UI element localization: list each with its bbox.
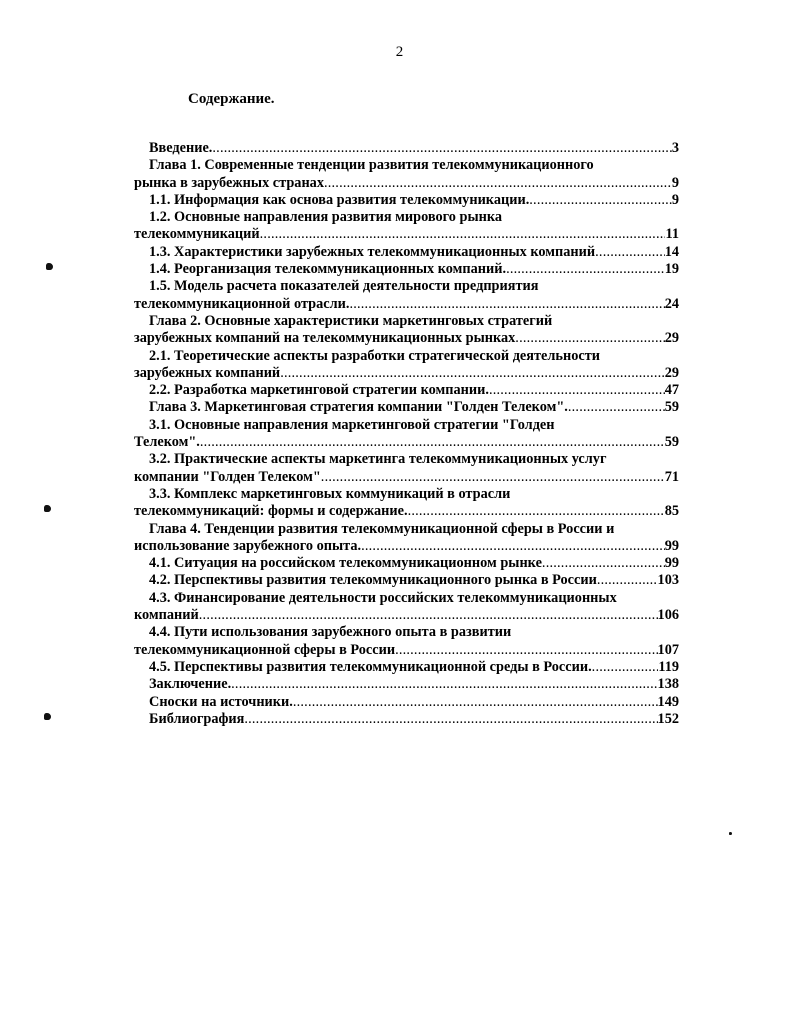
toc-page-number: 99 (664, 537, 679, 554)
dot-leader (324, 175, 672, 192)
toc-entry-title-line: телекоммуникационной отрасли. (134, 295, 350, 312)
toc-entry (134, 244, 679, 261)
toc-entry (134, 417, 679, 452)
toc-page-number: 47 (664, 382, 679, 399)
toc-entry-title-line: 1.2. Основные направления развития мирового рынка (149, 209, 503, 226)
dot-leader (280, 365, 665, 382)
toc-page-number: 103 (657, 572, 679, 589)
toc-entry (134, 140, 679, 157)
toc-entry-title-line: зарубежных компаний (134, 364, 281, 381)
table-of-contents (134, 140, 679, 728)
toc-entry-title-line: рынка в зарубежных странах (134, 174, 324, 191)
dot-leader (244, 711, 657, 728)
toc-entry-title-line: компаний (134, 607, 199, 624)
toc-entry-title-line: 4.2. Перспективы развития телекоммуникационного рынка в России (149, 572, 597, 589)
dot-leader (592, 659, 659, 676)
toc-heading: Содержание. (188, 91, 275, 107)
toc-entry-title-line: 3.3. Комплекс маркетинговых коммуникаций в отрасли (149, 485, 511, 502)
toc-entry-title-line: Глава 3. Маркетинговая стратегия компании "Голден Телеком". (149, 399, 568, 416)
toc-entry (134, 486, 679, 521)
toc-entry-title-line: телекоммуникационной сферы в России (134, 641, 396, 658)
toc-entry-title-line: Библиография (149, 710, 245, 727)
toc-page-number: 119 (658, 658, 679, 675)
dot-leader (321, 469, 665, 486)
scan-speck (44, 713, 51, 720)
toc-entry-title-line: Заключение. (149, 676, 232, 693)
toc-entry (134, 624, 679, 659)
toc-entry-title-line: 4.3. Финансирование деятельности российских телекоммуникационных (149, 589, 617, 606)
dot-leader (361, 538, 665, 555)
dot-leader (349, 296, 664, 313)
toc-entry-title-line: 4.4. Пути использования зарубежного опыта в развитии (149, 624, 512, 641)
toc-entry (134, 382, 679, 399)
dot-leader (199, 607, 658, 624)
dot-leader (231, 676, 657, 693)
toc-entry-title-line: Телеком". (134, 434, 200, 451)
toc-entry-title-line: 3.1. Основные направления маркетинговой стратегии "Голден (149, 416, 555, 433)
dot-leader (529, 192, 672, 209)
toc-page-number: 9 (671, 191, 679, 208)
toc-entry-title-line: использование зарубежного опыта. (134, 537, 362, 554)
toc-entry-title-line: 1.3. Характеристики зарубежных телекоммуникационных компаний (149, 243, 596, 260)
toc-entry-title-line: 1.4. Реорганизация телекоммуникационных компаний. (149, 261, 507, 278)
toc-entry (134, 348, 679, 383)
toc-entry (134, 261, 679, 278)
toc-entry (134, 192, 679, 209)
toc-entry (134, 694, 679, 711)
toc-page-number: 149 (657, 693, 679, 710)
toc-entry-title-line: Глава 2. Основные характеристики маркетинговых стратегий (149, 312, 553, 329)
toc-entry-title-line: телекоммуникаций (134, 226, 260, 243)
toc-page-number: 99 (664, 555, 679, 572)
toc-entry (134, 521, 679, 556)
dot-leader (506, 261, 665, 278)
toc-page-number: 11 (665, 226, 679, 243)
toc-page-number: 152 (657, 710, 679, 727)
dot-leader (212, 140, 671, 157)
toc-entry (134, 278, 679, 313)
toc-page-number: 24 (664, 295, 679, 312)
toc-page-number: 71 (664, 468, 679, 485)
toc-page-number: 59 (664, 399, 679, 416)
toc-entry-title-line: телекоммуникаций: формы и содержание. (134, 503, 408, 520)
toc-page-number: 59 (664, 434, 679, 451)
dot-leader (200, 434, 665, 451)
toc-entry (134, 659, 679, 676)
toc-entry-title-line: 4.5. Перспективы развития телекоммуникационной среды в России. (149, 658, 592, 675)
dot-leader (568, 399, 665, 416)
toc-entry-title-line: зарубежных компаний на телекоммуникационных рынках (134, 330, 516, 347)
dot-leader (260, 226, 666, 243)
toc-page-number: 3 (671, 140, 679, 156)
toc-entry-title-line: 2.2. Разработка маркетинговой стратегии компании. (149, 382, 489, 399)
toc-entry-title-line: 1.1. Информация как основа развития телекоммуникации. (149, 191, 530, 208)
toc-page-number: 29 (664, 330, 679, 347)
toc-entry (134, 313, 679, 348)
toc-entry-title-line: 4.1. Ситуация на российском телекоммуникационном рынке (149, 555, 542, 572)
toc-page-number: 138 (657, 676, 679, 693)
toc-entry (134, 555, 679, 572)
dot-leader (293, 694, 658, 711)
toc-entry (134, 399, 679, 416)
toc-page-number: 85 (664, 503, 679, 520)
toc-entry-title-line: 1.5. Модель расчета показателей деятельности предприятия (149, 278, 539, 295)
toc-page-number: 19 (664, 261, 679, 278)
dot-leader (542, 555, 665, 572)
toc-entry-title-line: Введение. (149, 140, 213, 156)
toc-page-number: 9 (671, 174, 679, 191)
dot-leader (395, 642, 657, 659)
toc-entry-title-line: Сноски на источники. (149, 693, 293, 710)
toc-entry-title-line: 3.2. Практические аспекты маркетинга телекоммуникационных услуг (149, 451, 607, 468)
toc-entry (134, 451, 679, 486)
toc-entry (134, 572, 679, 589)
toc-entry (134, 590, 679, 625)
dot-leader (489, 382, 665, 399)
toc-page-number: 14 (664, 243, 679, 260)
toc-entry-title-line: Глава 4. Тенденции развития телекоммуникационной сферы в России и (149, 520, 615, 537)
scan-speck (46, 263, 53, 270)
toc-entry (134, 676, 679, 693)
toc-page-number: 107 (657, 641, 679, 658)
toc-entry (134, 157, 679, 192)
scan-speck (44, 505, 51, 512)
toc-page-number: 106 (657, 607, 679, 624)
scan-speck (729, 832, 732, 835)
toc-entry-title-line: 2.1. Теоретические аспекты разработки стратегической деятельности (149, 347, 600, 364)
toc-entry-title-line: Глава 1. Современные тенденции развития телекоммуникационного (149, 157, 594, 174)
dot-leader (408, 503, 665, 520)
toc-entry-title-line: компании "Голден Телеком" (134, 468, 321, 485)
dot-leader (595, 244, 665, 261)
dot-leader (515, 330, 664, 347)
dot-leader (597, 572, 658, 589)
toc-entry (134, 711, 679, 728)
page-number: 2 (395, 44, 404, 60)
toc-page-number: 29 (664, 364, 679, 381)
toc-entry (134, 209, 679, 244)
